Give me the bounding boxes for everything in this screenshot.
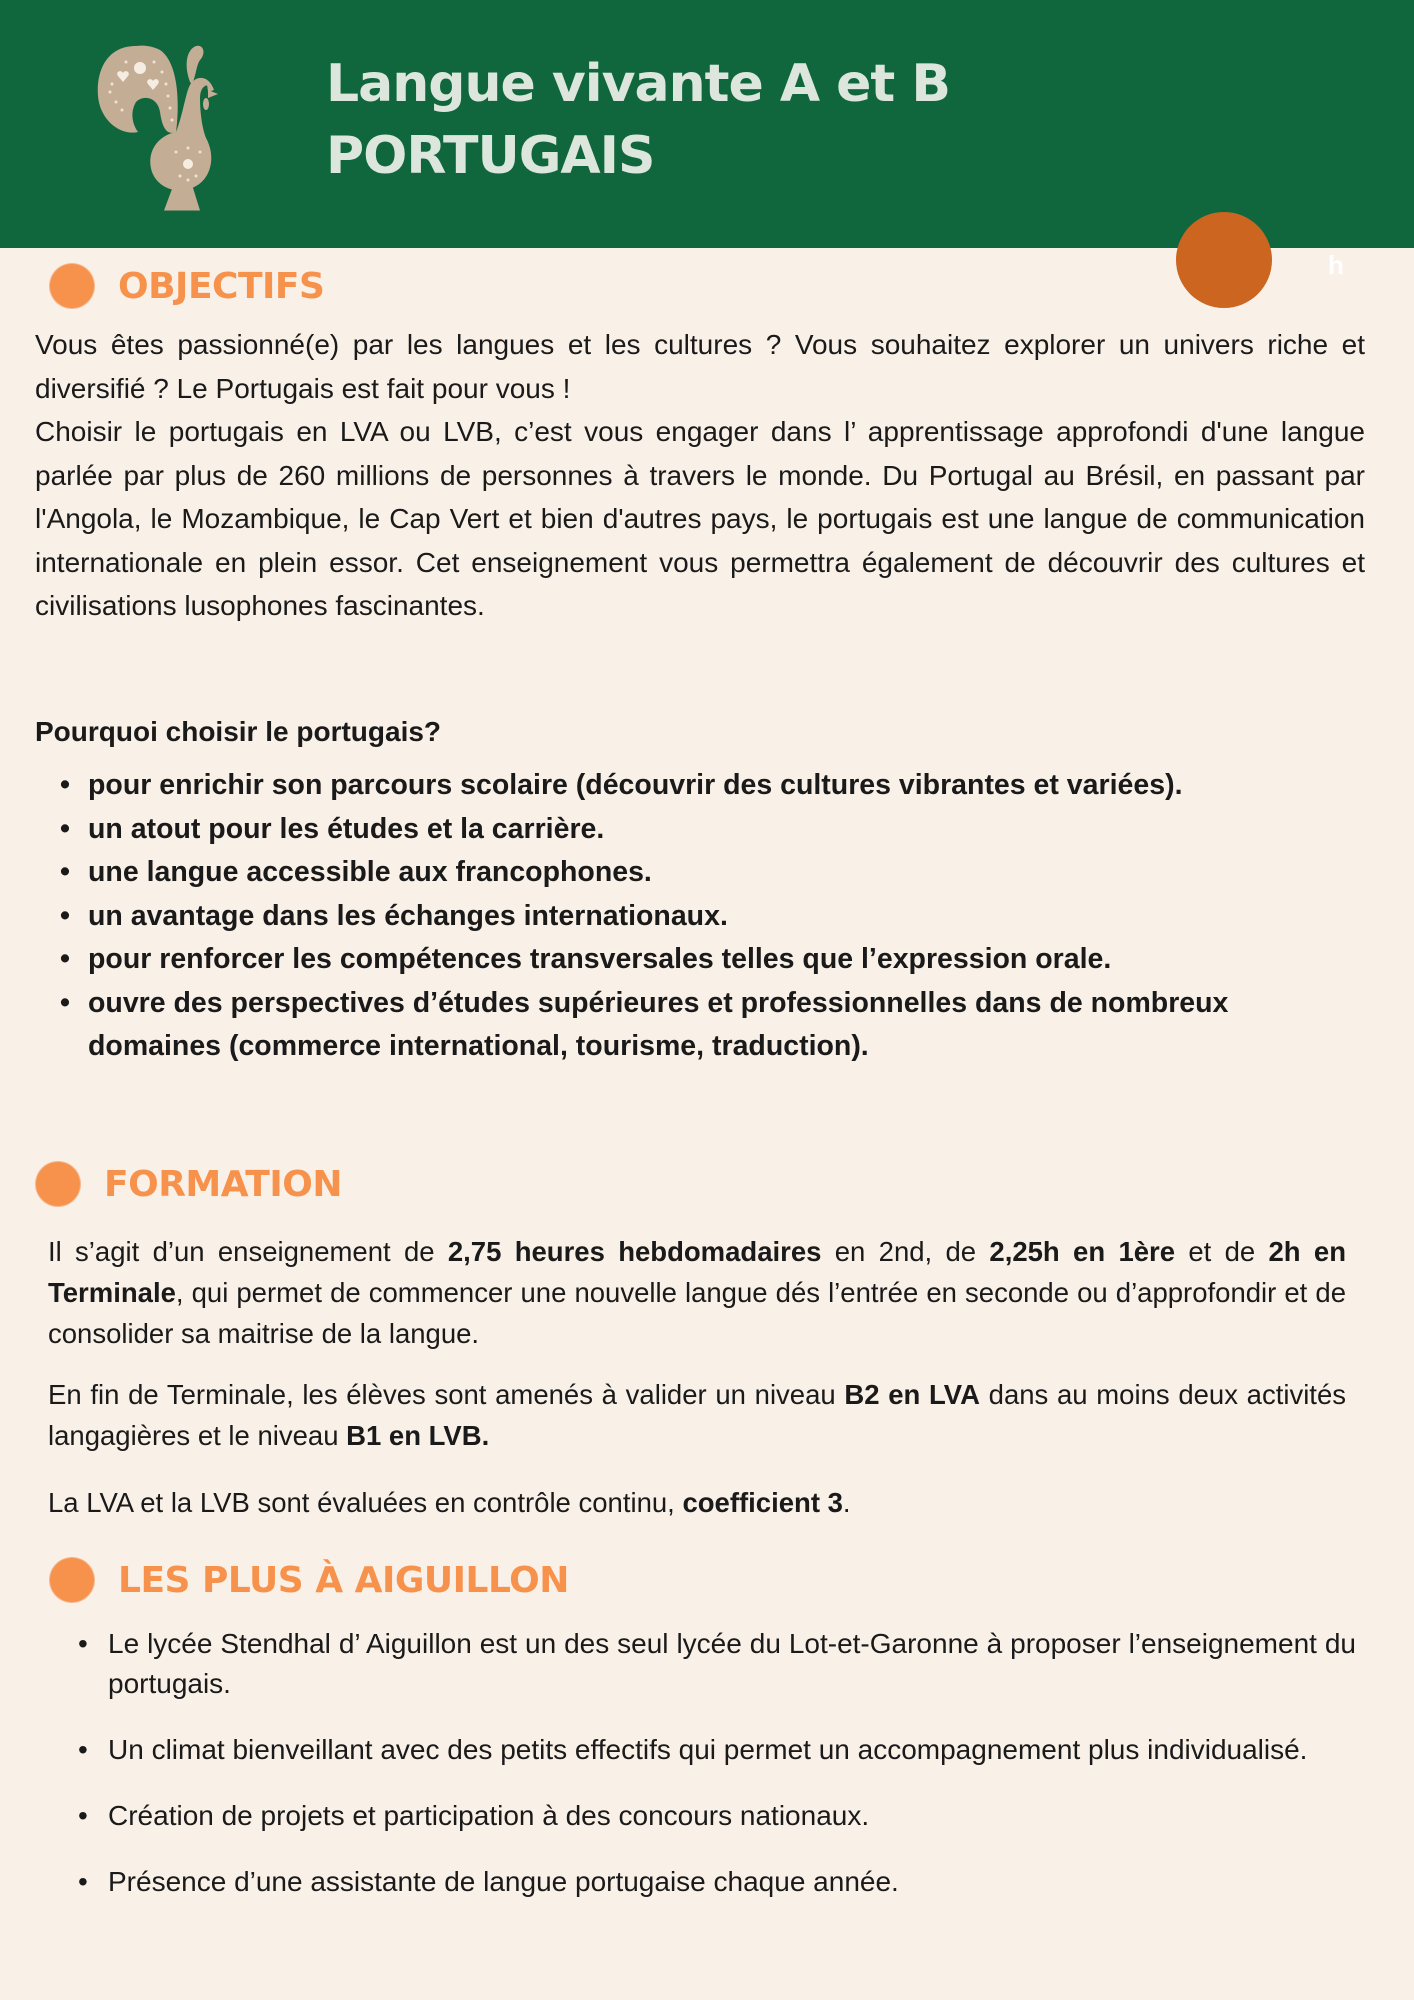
list-item: • Un climat bienveillant avec des petits effectifs qui permet un accompagnement plus individualisé. — [78, 1730, 1356, 1770]
objectifs-intro: Vous êtes passionné(e) par les langues et les cultures ? Vous souhaitez explorer un univers riche et diversifié ? Le Portugais est fait pour vous ! — [35, 329, 1365, 404]
formation-paragraph-2 — [48, 1374, 1346, 1456]
plus-list — [78, 1624, 1356, 1928]
title-line-1: Langue vivante A et B — [326, 54, 951, 114]
bold-text: 2,75 heures hebdomadaires — [447, 1236, 822, 1267]
section-title-objectifs: OBJECTIFS — [118, 265, 325, 307]
formation-paragraph-1 — [48, 1231, 1346, 1354]
bold-text: coefficient 3 — [682, 1487, 843, 1518]
text: en 2nd, de — [821, 1236, 990, 1267]
objectifs-body: Choisir le portugais en LVA ou LVB, c’est vous engager dans l’ apprentissage approfondi d'une langue parlée par plus de 260 millions de personnes à travers le monde. Du Portugal au Brésil, en passant par l'Angola, le Mozambique, le Cap Vert et bien d'autres pays, le portugais est une langue de communication internationale en plein essor. Cet enseignement vous permettra également de découvrir des cultures et civilisations lusophones fascinantes. — [35, 416, 1365, 621]
section-title-plus: LES PLUS À AIGUILLON — [118, 1559, 569, 1601]
objectifs-text — [35, 323, 1365, 628]
why-portuguese-list — [60, 764, 1320, 1069]
section-header-plus — [50, 1558, 569, 1602]
text: . — [842, 1487, 851, 1518]
header-banner — [0, 0, 1414, 248]
list-item: • Présence d’une assistante de langue portugaise chaque année. — [78, 1862, 1356, 1902]
circle-bullet-icon — [36, 1162, 80, 1206]
list-item: • une langue accessible aux francophones. — [60, 851, 1320, 895]
text: dans au moins deux activités langagières et le niveau — [48, 1379, 1346, 1451]
list-item: • un atout pour les études et la carrière. — [60, 808, 1320, 852]
barcelos-rooster-icon — [96, 32, 246, 212]
list-item: • pour enrichir son parcours scolaire (découvrir des cultures vibrantes et variées). — [60, 764, 1320, 808]
section-header-formation — [36, 1162, 342, 1206]
decorative-orange-circle — [1176, 212, 1272, 308]
bold-text: 2,25h en 1ère — [989, 1236, 1176, 1267]
text: La LVA et la LVB sont évaluées en contrôle continu, — [48, 1487, 683, 1518]
list-item: • Création de projets et participation à des concours nationaux. — [78, 1796, 1356, 1836]
title-line-2: PORTUGAIS — [326, 126, 655, 186]
text: et de — [1175, 1236, 1269, 1267]
bold-text: B1 en LVB. — [346, 1420, 490, 1451]
text: En fin de Terminale, les élèves sont amenés à valider un niveau — [48, 1379, 845, 1410]
list-item: • Le lycée Stendhal d’ Aiguillon est un des seul lycée du Lot-et-Garonne à proposer l’enseignement du portugais. — [78, 1624, 1356, 1704]
list-item: • pour renforcer les compétences transversales telles que l’expression orale. — [60, 938, 1320, 982]
bold-text: B2 en LVA — [844, 1379, 980, 1410]
text: , qui permet de commencer une nouvelle langue dés l’entrée en seconde ou d’approfondir et de consolider sa maitrise de la langue. — [48, 1277, 1346, 1349]
list-item: • ouvre des perspectives d’études supérieures et professionnelles dans de nombreux domaines (commerce international, tourisme, traduction). — [60, 982, 1320, 1069]
bold-text: 2h en Terminale — [48, 1236, 1346, 1308]
text: Il s’agit d’un enseignement de — [48, 1236, 448, 1267]
why-portuguese-heading: Pourquoi choisir le portugais? — [35, 716, 442, 747]
circle-bullet-icon — [50, 264, 94, 308]
small-mark: h — [1328, 250, 1344, 280]
section-title-formation: FORMATION — [104, 1163, 342, 1205]
list-item: • un avantage dans les échanges internationaux. — [60, 895, 1320, 939]
page-title — [326, 48, 950, 192]
section-header-objectifs — [50, 264, 324, 308]
circle-bullet-icon — [50, 1558, 94, 1602]
formation-paragraph-3 — [48, 1482, 1346, 1523]
